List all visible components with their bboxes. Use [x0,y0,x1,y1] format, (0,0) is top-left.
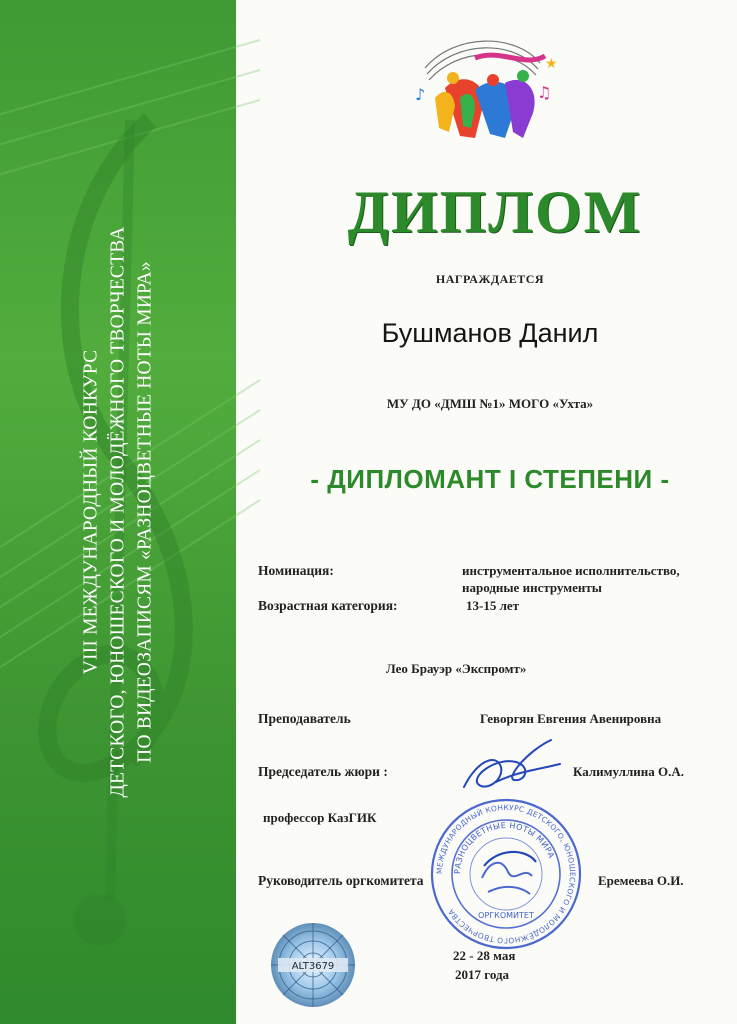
hologram-code: ALT3679 [291,961,335,972]
school-name: МУ ДО «ДМШ №1» МОГО «Ухта» [386,396,594,411]
side-band [0,0,236,1024]
teacher-name: Геворгян Евгения Авенировна [480,711,662,726]
hologram-sticker [270,922,356,1008]
awarded-label: НАГРАЖДАЕТСЯ [435,272,545,286]
jury-chair-title: профессор КазГИК [263,810,377,825]
jury-chair-label: Председатель жюри : [258,764,388,779]
jury-chair-name: Калимуллина О.А. [573,764,685,779]
date-year: 2017 года [455,967,510,982]
age-category-value: 13-15 лет [466,598,520,613]
age-category-label: Возрастная категория: [258,598,398,613]
nomination-value-line-1: инструментальное исполнительство, [462,563,680,578]
svg-text:♫: ♫ [537,83,552,102]
nomination-label: Номинация: [258,563,334,578]
svg-text:★: ★ [545,56,558,72]
contest-title [78,132,159,892]
nomination-value-line-2: народные инструменты [462,580,602,595]
seal-ring-text: РАЗНОЦВЕТНЫЕ НОТЫ МИРА [452,820,557,875]
svg-text:♪: ♪ [415,85,426,104]
seal-outer-text: МЕЖДУНАРОДНЫЙ КОНКУРС ДЕТСКОГО, ЮНОШЕСКОГО И МОЛОДЁЖНОГО ТВОРЧЕСТВА [434,802,578,946]
award-degree: - ДИПЛОМАНТ I СТЕПЕНИ - [310,464,670,494]
diploma-title: ДИПЛОМ [347,179,643,245]
teacher-label: Преподаватель [258,711,351,726]
org-committee-name: Еремеева О.И. [598,873,684,888]
contest-title-line-3: ПО ВИДЕОЗАПИСЯМ «РАЗНОЦВЕТНЫЕ НОТЫ МИРА» [134,261,156,763]
contest-logo [405,28,558,148]
seal-bottom-text: ОРГКОМИТЕТ [478,911,534,920]
jury-signature [456,732,566,802]
org-committee-label: Руководитель оргкомитета [258,873,424,888]
piece-title: Лео Брауэр «Экспромт» [386,661,527,676]
date-range: 22 - 28 мая [453,948,516,963]
official-seal [428,796,584,952]
recipient-name: Бушманов Данил [381,318,599,348]
contest-title-line-1: VIII МЕЖДУНАРОДНЫЙ КОНКУРС [80,349,102,675]
contest-title-line-2: ДЕТСКОГО, ЮНОШЕСКОГО И МОЛОДЁЖНОГО ТВОРЧЕСТВА [107,226,129,798]
